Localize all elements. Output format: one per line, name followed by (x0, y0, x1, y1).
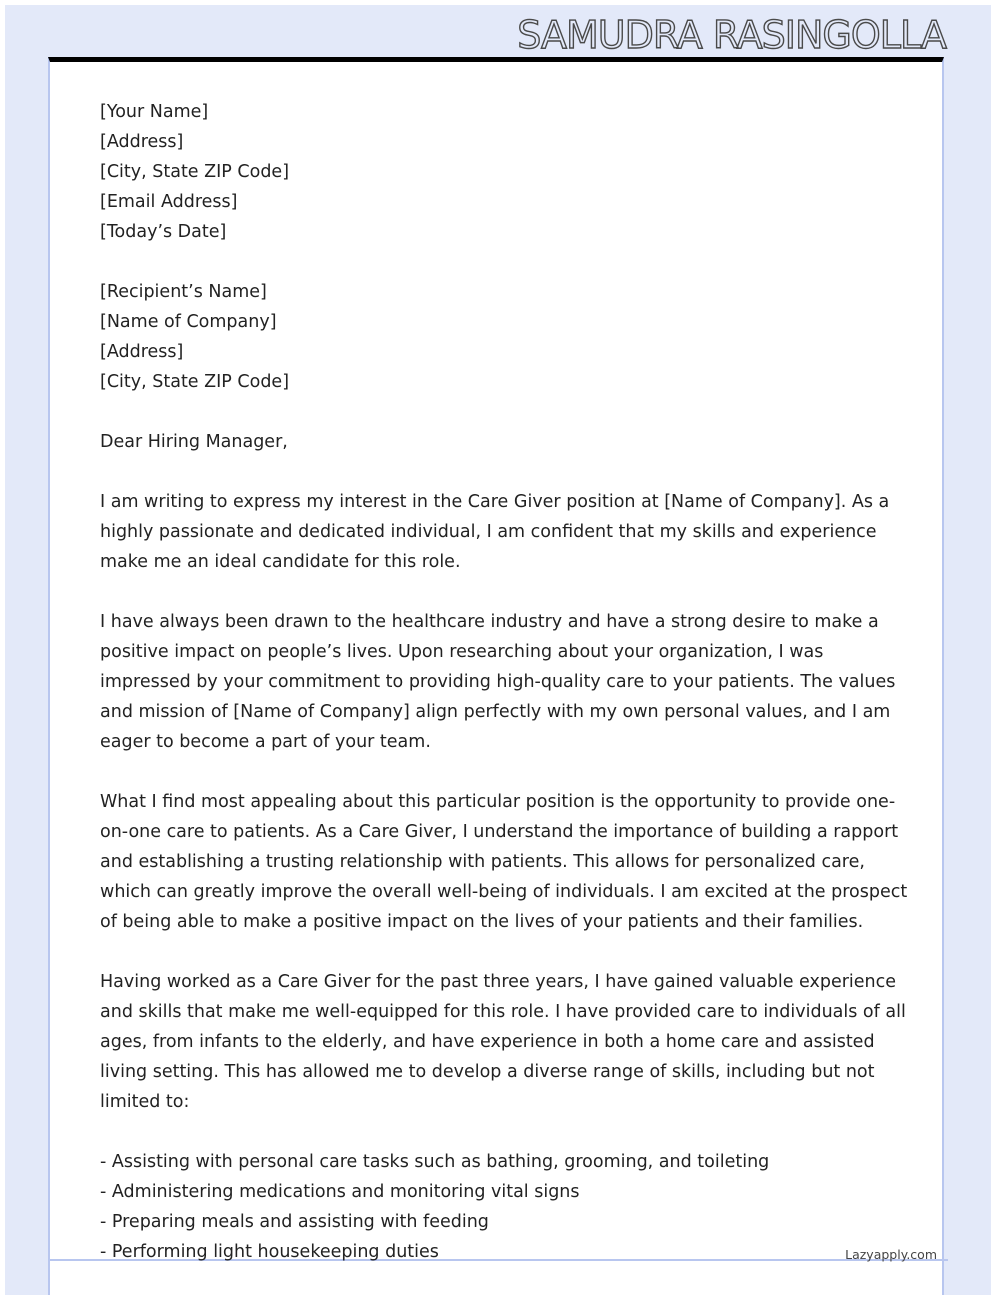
cover-letter-body (100, 97, 910, 1295)
recipient-name: [Recipient’s Name] (100, 282, 267, 302)
sender-city: [City, State ZIP Code] (100, 162, 290, 182)
list-item: - Preparing meals and assisting with feeding (100, 1212, 489, 1232)
paragraph-motivation: I have always been drawn to the healthcare industry and have a strong desire to make a positive impact on people’s lives. Upon researching about your organization, I was impressed by your commitment to providing high-quality care to your patients. The values and mission of [Name of Company] align perfectly with my own personal values, and I am eager to become a part of your team. (100, 612, 896, 752)
sender-email: [Email Address] (100, 192, 238, 212)
list-item: - Assisting with personal care tasks such as bathing, grooming, and toileting (100, 1152, 770, 1172)
letter-date: [Today’s Date] (100, 222, 227, 242)
watermark: Lazyapply.com (845, 1247, 937, 1262)
recipient-block (100, 277, 910, 397)
sender-block (100, 97, 910, 247)
list-item: - Administering medications and monitoring vital signs (100, 1182, 580, 1202)
list-item: - Performing light housekeeping duties (100, 1242, 439, 1262)
recipient-city: [City, State ZIP Code] (100, 372, 290, 392)
applicant-name-title: SAMUDRA RASINGOLLA (517, 13, 946, 57)
paragraph-appeal: What I find most appealing about this particular position is the opportunity to provide one-on-one care to patients. As a Care Giver, I understand the importance of building a rapport and establishing a trusting relationship with patients. This allows for personalized care, which can greatly improve the overall well-being of individuals. I am excited at the prospect of being able to make a positive impact on the lives of your patients and their families. (100, 792, 908, 932)
page-background (5, 5, 991, 1295)
recipient-company: [Name of Company] (100, 312, 277, 332)
recipient-address: [Address] (100, 342, 184, 362)
paragraph-intro: I am writing to express my interest in the Care Giver position at [Name of Company]. As a highly passionate and dedicated individual, I am confident that my skills and experience make me an ideal candidate for this role. (100, 492, 890, 572)
sender-name: [Your Name] (100, 102, 209, 122)
sender-address: [Address] (100, 132, 184, 152)
salutation: Dear Hiring Manager, (100, 432, 288, 452)
skills-list (100, 1147, 910, 1267)
paragraph-experience: Having worked as a Care Giver for the past three years, I have gained valuable experience and skills that make me well-equipped for this role. I have provided care to individuals of all ages, from infants to the elderly, and have experience in both a home care and assisted living setting. This has allowed me to develop a diverse range of skills, including but not limited to: (100, 972, 906, 1112)
